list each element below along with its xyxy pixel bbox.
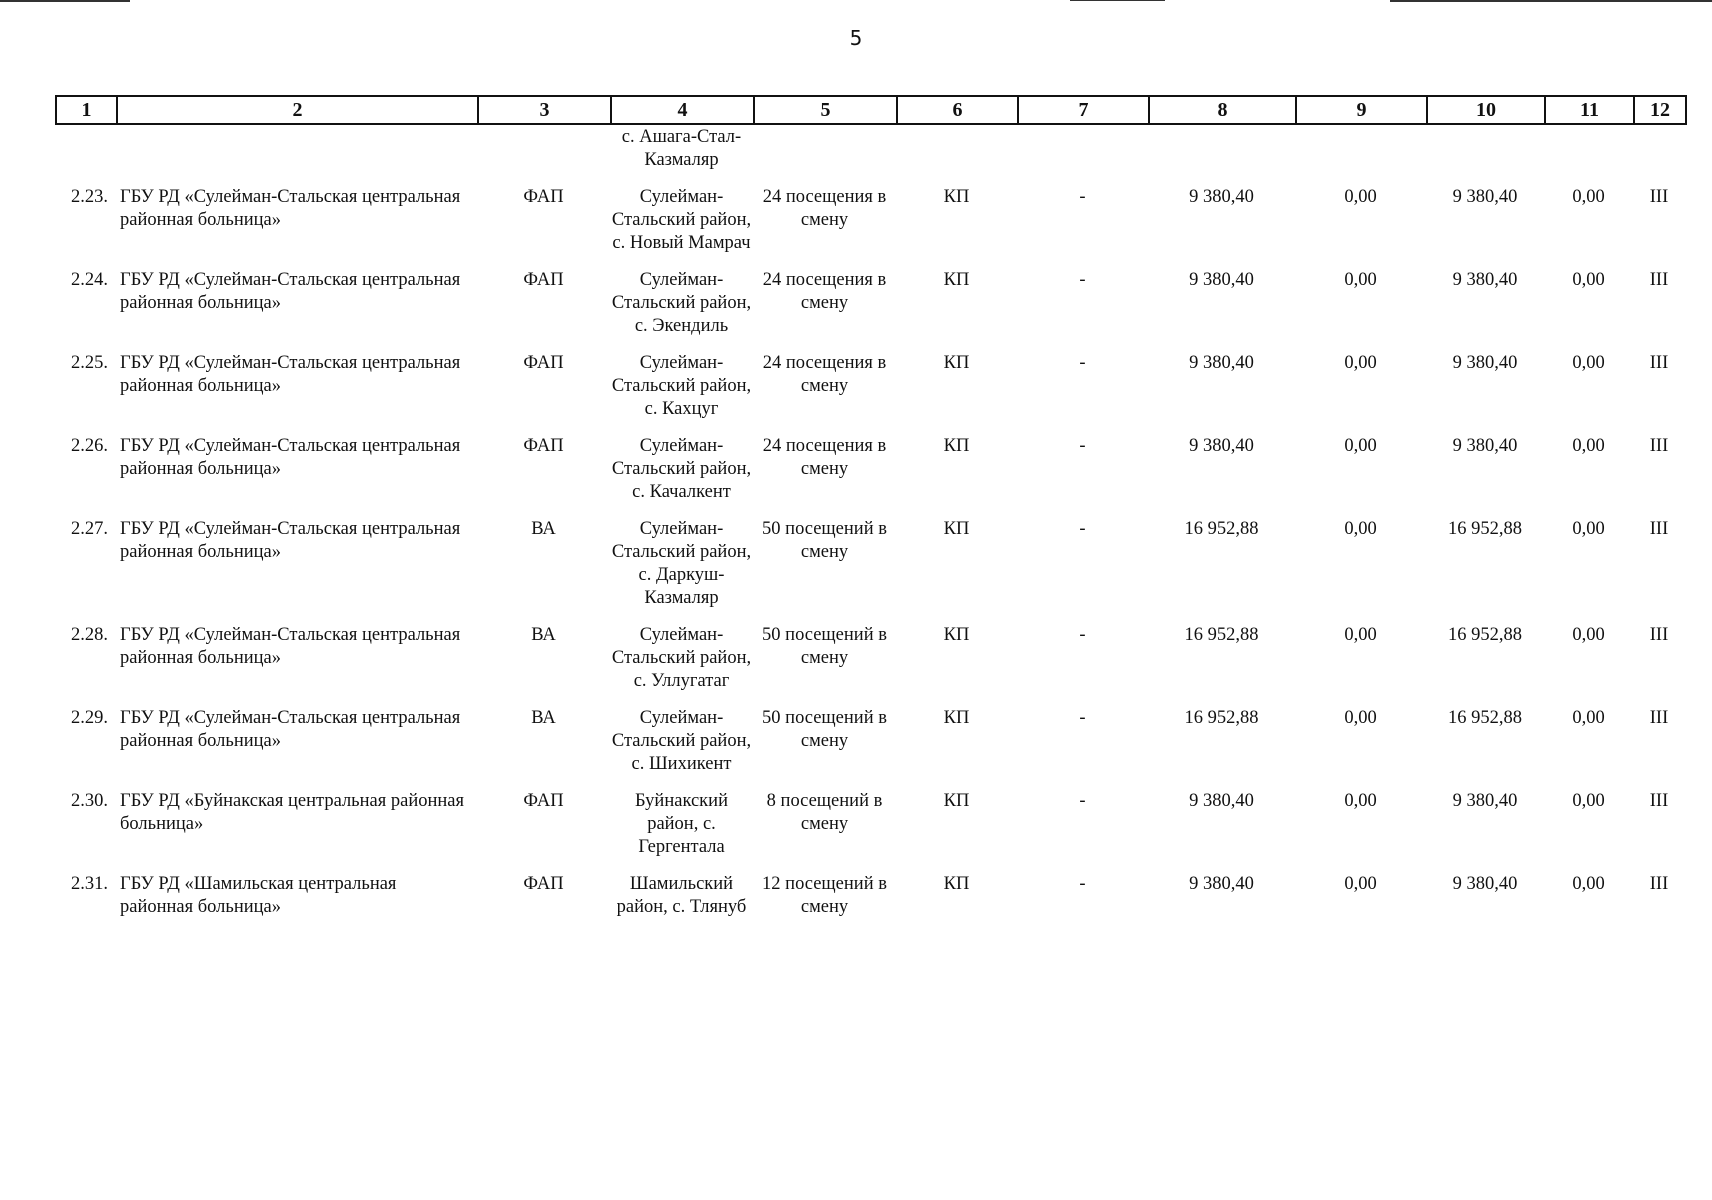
table-row: [55, 269, 1685, 352]
facility-type-cell: ФАП: [523, 791, 564, 811]
row-number: 2.28.: [71, 625, 108, 645]
col10-cell: 9 380,40: [1452, 353, 1518, 373]
col7-cell: -: [1079, 874, 1086, 894]
col9-cell: 0,00: [1344, 353, 1377, 373]
col10-cell: 16 952,88: [1448, 625, 1522, 645]
col11-cell: 0,00: [1572, 874, 1605, 894]
facility-type-cell: ФАП: [523, 270, 564, 290]
col12-cell: III: [1649, 270, 1669, 290]
column-header-10: 10: [1427, 96, 1545, 124]
table-row: [55, 186, 1685, 269]
col7-cell: -: [1079, 270, 1086, 290]
column-header-2: 2: [117, 96, 478, 124]
row-number: 2.26.: [71, 436, 108, 456]
capacity-cell: 12 посещений в смену: [762, 874, 887, 917]
col12-cell: III: [1649, 187, 1669, 207]
col10-cell: 9 380,40: [1452, 874, 1518, 894]
col10-cell: 9 380,40: [1452, 791, 1518, 811]
col10-cell: 9 380,40: [1452, 187, 1518, 207]
organization-cell: ГБУ РД «Сулейман-Стальская центральная районная больница»: [120, 353, 461, 396]
col6-cell: КП: [943, 874, 970, 894]
col8-cell: 9 380,40: [1189, 436, 1254, 456]
facility-type-cell: ФАП: [523, 187, 564, 207]
organization-cell: ГБУ РД «Сулейман-Стальская центральная районная больница»: [120, 625, 461, 668]
location-cell: Буйнакский район, с. Гергентала: [635, 791, 728, 857]
col9-cell: 0,00: [1344, 270, 1377, 290]
col12-cell: III: [1649, 519, 1669, 539]
column-header-4: 4: [611, 96, 754, 124]
continuation-row: [55, 126, 1685, 186]
col8-cell: 16 952,88: [1184, 625, 1259, 645]
table-row: [55, 873, 1685, 933]
capacity-cell: 24 посещения в смену: [762, 436, 887, 479]
col11-cell: 0,00: [1572, 708, 1605, 728]
location-cell: Сулейман-Стальский район, с. Новый Мамрач: [611, 187, 752, 253]
capacity-cell: 24 посещения в смену: [762, 270, 887, 313]
col10-cell: 16 952,88: [1448, 708, 1522, 728]
col6-cell: КП: [943, 436, 970, 456]
column-header-12: 12: [1634, 96, 1686, 124]
location-cell: с. Ашага-Стал-Казмаляр: [621, 127, 742, 170]
facility-type-cell: ФАП: [523, 353, 564, 373]
col10-cell: 16 952,88: [1448, 519, 1522, 539]
organization-cell: ГБУ РД «Буйнакская центральная районная больница»: [120, 791, 464, 834]
organization-cell: ГБУ РД «Сулейман-Стальская центральная районная больница»: [120, 436, 461, 479]
col8-cell: 16 952,88: [1184, 708, 1259, 728]
col6-cell: КП: [943, 187, 970, 207]
table-row: [55, 518, 1685, 624]
row-number: 2.27.: [71, 519, 108, 539]
scan-line: [1070, 0, 1165, 1]
col12-cell: III: [1649, 791, 1669, 811]
column-header-6: 6: [897, 96, 1018, 124]
col11-cell: 0,00: [1572, 187, 1605, 207]
col6-cell: КП: [943, 270, 970, 290]
data-table: [55, 126, 1685, 933]
col11-cell: 0,00: [1572, 270, 1605, 290]
location-cell: Сулейман-Стальский район, с. Экендиль: [611, 270, 752, 336]
organization-cell: ГБУ РД «Сулейман-Стальская центральная районная больница»: [120, 519, 461, 562]
facility-type-cell: ВА: [531, 708, 556, 728]
row-number: 2.30.: [71, 791, 108, 811]
row-number: 2.23.: [71, 187, 108, 207]
row-number: 2.25.: [71, 353, 108, 373]
col7-cell: -: [1079, 436, 1086, 456]
column-header-9: 9: [1296, 96, 1427, 124]
column-header-8: 8: [1149, 96, 1296, 124]
col6-cell: КП: [943, 625, 970, 645]
page-number: 5: [849, 26, 863, 50]
col8-cell: 9 380,40: [1189, 353, 1254, 373]
col11-cell: 0,00: [1572, 436, 1605, 456]
col12-cell: III: [1649, 708, 1669, 728]
col9-cell: 0,00: [1344, 519, 1377, 539]
column-header-1: 1: [56, 96, 117, 124]
capacity-cell: 50 посещений в смену: [762, 708, 887, 751]
col7-cell: -: [1079, 187, 1086, 207]
column-header-7: 7: [1018, 96, 1149, 124]
col12-cell: III: [1649, 436, 1669, 456]
table-row: [55, 707, 1685, 790]
capacity-cell: 24 посещения в смену: [762, 353, 887, 396]
location-cell: Сулейман-Стальский район, с. Шихикент: [611, 708, 752, 774]
organization-cell: ГБУ РД «Сулейман-Стальская центральная районная больница»: [120, 708, 461, 751]
table-row: [55, 352, 1685, 435]
col11-cell: 0,00: [1572, 519, 1605, 539]
col7-cell: -: [1079, 791, 1086, 811]
column-header-3: 3: [478, 96, 611, 124]
column-header-row: [55, 95, 1687, 125]
location-cell: Сулейман-Стальский район, с. Качалкент: [611, 436, 752, 502]
col7-cell: -: [1079, 519, 1086, 539]
facility-type-cell: ВА: [531, 625, 556, 645]
row-number: 2.29.: [71, 708, 108, 728]
organization-cell: ГБУ РД «Сулейман-Стальская центральная районная больница»: [120, 270, 461, 313]
col9-cell: 0,00: [1344, 625, 1377, 645]
table-row: [55, 624, 1685, 707]
col11-cell: 0,00: [1572, 791, 1605, 811]
location-cell: Сулейман-Стальский район, с. Кахцуг: [611, 353, 752, 419]
col6-cell: КП: [943, 791, 970, 811]
scan-line: [1390, 0, 1712, 2]
col11-cell: 0,00: [1572, 353, 1605, 373]
col7-cell: -: [1079, 625, 1086, 645]
col10-cell: 9 380,40: [1452, 436, 1518, 456]
col12-cell: III: [1649, 874, 1669, 894]
col8-cell: 16 952,88: [1184, 519, 1259, 539]
col12-cell: III: [1649, 353, 1669, 373]
col8-cell: 9 380,40: [1189, 874, 1254, 894]
column-header-5: 5: [754, 96, 897, 124]
col7-cell: -: [1079, 708, 1086, 728]
column-header-11: 11: [1545, 96, 1634, 124]
col8-cell: 9 380,40: [1189, 187, 1254, 207]
capacity-cell: 8 посещений в смену: [766, 791, 883, 834]
col9-cell: 0,00: [1344, 187, 1377, 207]
col6-cell: КП: [943, 353, 970, 373]
location-cell: Сулейман-Стальский район, с. Уллугатаг: [611, 625, 752, 691]
organization-cell: ГБУ РД «Сулейман-Стальская центральная районная больница»: [120, 187, 461, 230]
col6-cell: КП: [943, 519, 970, 539]
col9-cell: 0,00: [1344, 874, 1377, 894]
organization-cell: ГБУ РД «Шамильская центральная районная больница»: [120, 874, 397, 917]
capacity-cell: 50 посещений в смену: [762, 519, 887, 562]
scan-line: [0, 0, 130, 2]
row-number: 2.31.: [71, 874, 108, 894]
table-row: [55, 790, 1685, 873]
col9-cell: 0,00: [1344, 436, 1377, 456]
col11-cell: 0,00: [1572, 625, 1605, 645]
facility-type-cell: ФАП: [523, 436, 564, 456]
location-cell: Шамильский район, с. Тлянуб: [616, 874, 747, 917]
col10-cell: 9 380,40: [1452, 270, 1518, 290]
col12-cell: III: [1649, 625, 1669, 645]
col8-cell: 9 380,40: [1189, 791, 1254, 811]
capacity-cell: 24 посещения в смену: [762, 187, 887, 230]
col8-cell: 9 380,40: [1189, 270, 1254, 290]
capacity-cell: 50 посещений в смену: [762, 625, 887, 668]
col7-cell: -: [1079, 353, 1086, 373]
col6-cell: КП: [943, 708, 970, 728]
facility-type-cell: ВА: [531, 519, 556, 539]
col9-cell: 0,00: [1344, 791, 1377, 811]
table-row: [55, 435, 1685, 518]
col9-cell: 0,00: [1344, 708, 1377, 728]
row-number: 2.24.: [71, 270, 108, 290]
location-cell: Сулейман-Стальский район, с. Даркуш-Казмаляр: [611, 519, 752, 608]
facility-type-cell: ФАП: [523, 874, 564, 894]
